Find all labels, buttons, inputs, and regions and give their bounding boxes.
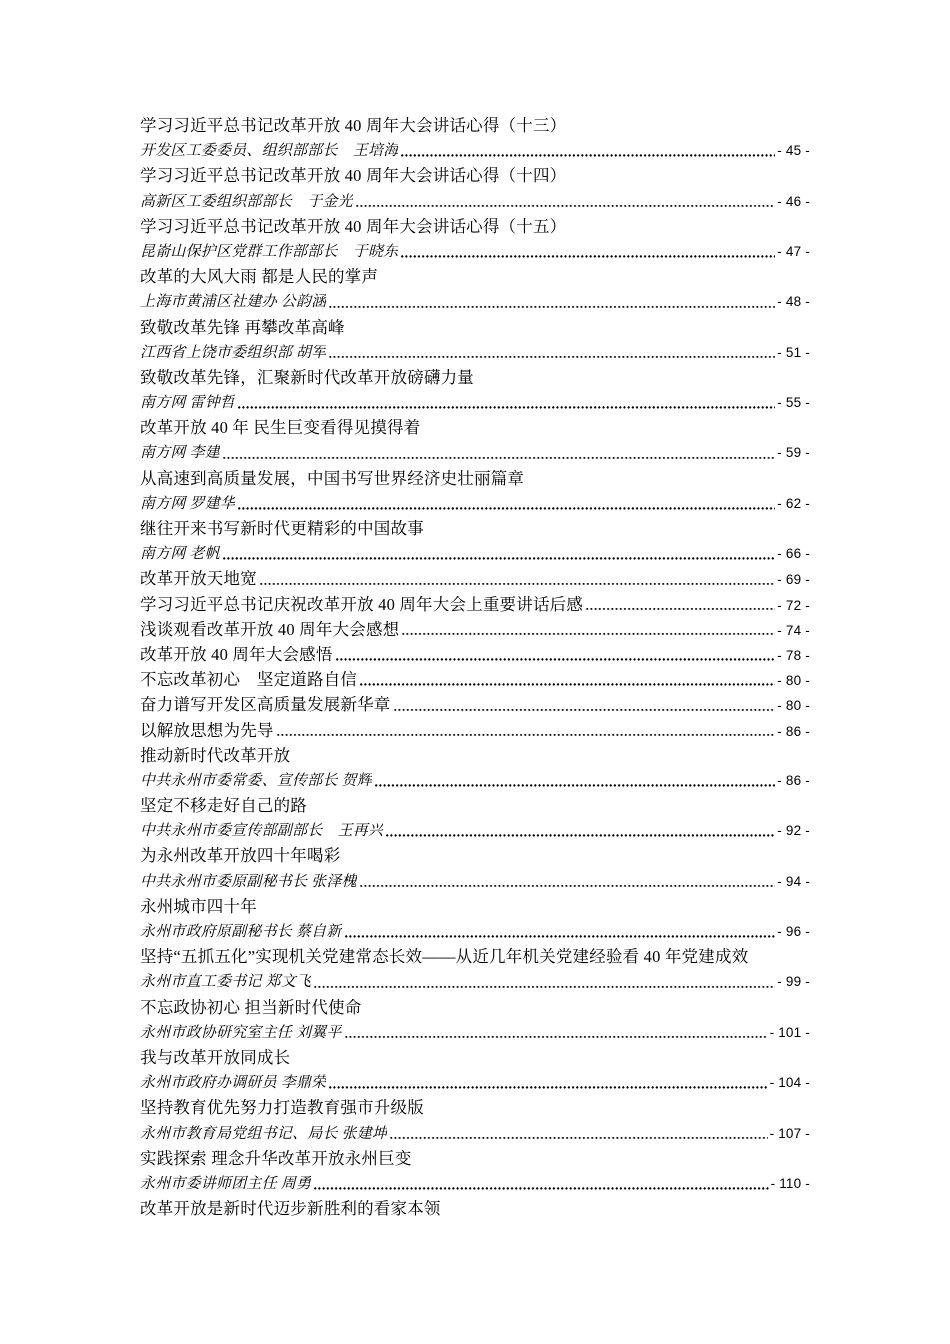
toc-dot-leader [360, 683, 775, 686]
toc-entry[interactable] [140, 667, 810, 692]
toc-page-number: - 110 - [770, 1175, 810, 1191]
toc-page-number: - 86 - [777, 723, 810, 739]
toc-entry[interactable] [140, 995, 810, 1020]
toc-dot-leader [345, 935, 776, 938]
toc-page-number: - 107 - [769, 1125, 810, 1141]
toc-page-number: - 55 - [777, 395, 810, 411]
toc-entry-text: 实践探索 理念升华改革开放永州巨变 [140, 1148, 412, 1168]
toc-entry[interactable] [140, 944, 810, 969]
toc-entry-text: 高新区工委组织部部长 于金光 [140, 193, 353, 210]
toc-entry-text: 中共永州市委常委、宣传部长 贺辉 [140, 772, 372, 789]
toc-entry-text: 学习习近平总书记改革开放 40 周年大会讲话心得（十五） [140, 216, 567, 236]
toc-page-number: - 101 - [769, 1024, 810, 1040]
toc-entry-text: 坚持教育优先努力打造教育强市升级版 [140, 1098, 424, 1118]
toc-dot-leader [223, 557, 775, 560]
toc-page-number: - 51 - [777, 344, 810, 360]
toc-entry[interactable] [140, 440, 810, 465]
toc-entry-text: 中共永州市委原副秘书长 张泽槐 [140, 873, 357, 890]
toc-page-number: - 99 - [777, 974, 810, 990]
toc-entry-text: 我与改革开放同成长 [140, 1047, 291, 1067]
toc-entry-text: 南方网 李建 [140, 445, 220, 462]
toc-entry-text: 浅谈观看改革开放 40 周年大会感想 [140, 619, 400, 639]
toc-page-number: - 46 - [777, 193, 810, 209]
toc-dot-leader [390, 1137, 767, 1140]
toc-entry[interactable] [140, 1146, 810, 1171]
toc-entry-text: 永州市委讲师团主任 周勇 [140, 1175, 312, 1192]
toc-entry[interactable] [140, 264, 810, 289]
toc-page-number: - 72 - [777, 597, 810, 613]
toc-entry-text: 改革开放天地宽 [140, 569, 257, 589]
toc-entry-text: 学习习近平总书记改革开放 40 周年大会讲话心得（十四） [140, 166, 567, 186]
toc-dot-leader [345, 1036, 768, 1039]
toc-page-number: - 80 - [777, 673, 810, 689]
toc-entry-text: 南方网 罗建华 [140, 495, 236, 512]
toc-entry[interactable] [140, 692, 810, 717]
toc-page-number: - 59 - [777, 445, 810, 461]
toc-entry[interactable] [140, 969, 810, 994]
toc-entry-text: 昆嵛山保护区党群工作部部长 于晓东 [140, 243, 399, 260]
toc-entry[interactable] [140, 818, 810, 843]
toc-entry[interactable] [140, 365, 810, 390]
toc-page-number: - 94 - [777, 873, 810, 889]
toc-entry-text: 永州市教育局党组书记、局长 张建坤 [140, 1125, 388, 1142]
toc-page-number: - 74 - [777, 622, 810, 638]
toc-entry[interactable] [140, 340, 810, 365]
toc-entry[interactable] [140, 1121, 810, 1146]
toc-dot-leader [336, 658, 776, 661]
toc-entry-text: 坚定不移走好自己的路 [140, 796, 307, 816]
toc-dot-leader [329, 356, 775, 359]
toc-page-number: - 92 - [777, 823, 810, 839]
toc-entry[interactable] [140, 1196, 810, 1221]
toc-entry[interactable] [140, 516, 810, 541]
toc-entry-text: 开发区工委委员、组织部部长 王培海 [140, 143, 399, 160]
toc-dot-leader [360, 885, 776, 888]
toc-page-number: - 62 - [777, 495, 810, 511]
toc-entry[interactable] [140, 541, 810, 566]
toc-dot-leader [260, 583, 775, 586]
toc-entry[interactable] [140, 214, 810, 239]
toc-entry-text: 永州城市四十年 [140, 896, 257, 916]
toc-dot-leader [401, 255, 775, 258]
toc-entry-text: 改革开放 40 年 民生巨变看得见摸得着 [140, 418, 421, 438]
toc-entry[interactable] [140, 869, 810, 894]
toc-dot-leader [401, 154, 775, 157]
toc-entry[interactable] [140, 1045, 810, 1070]
toc-dot-leader [375, 784, 775, 787]
toc-entry-text: 学习习近平总书记改革开放 40 周年大会讲话心得（十三） [140, 116, 567, 135]
toc-entry[interactable] [140, 743, 810, 768]
toc-entry[interactable] [140, 1070, 810, 1095]
toc-entry[interactable] [140, 466, 810, 491]
toc-entry-text: 改革开放是新时代迈步新胜利的看家本领 [140, 1199, 441, 1219]
toc-entry[interactable] [140, 1020, 810, 1045]
toc-entry-text: 不忘改革初心 坚定道路自信 [140, 670, 358, 690]
toc-entry-text: 永州市政府原副秘书长 蔡自新 [140, 924, 342, 940]
toc-dot-leader [329, 1086, 767, 1089]
toc-dot-leader [277, 734, 776, 737]
toc-entry-text: 上海市黄浦区社建办 公韵涵 [140, 294, 327, 311]
toc-entry-text: 为永州改革开放四十年喝彩 [140, 846, 341, 866]
toc-dot-leader [394, 709, 776, 712]
toc-entry-text: 不忘政协初心 担当新时代使命 [140, 997, 362, 1017]
toc-entry[interactable] [140, 718, 810, 743]
toc-dot-leader [329, 306, 775, 309]
toc-page-number: - 48 - [777, 294, 810, 310]
toc-entry-text: 坚持“五抓五化”实现机关党建常态长效——从近几年机关党建经验看 40 年党建成效 [140, 947, 749, 967]
toc-entry[interactable] [140, 189, 810, 214]
toc-entry[interactable] [140, 894, 810, 919]
toc-page-number: - 104 - [769, 1075, 810, 1091]
toc-dot-leader [356, 205, 775, 208]
toc-entry-text: 改革开放 40 周年大会感悟 [140, 644, 333, 664]
toc-entry[interactable] [140, 491, 810, 516]
toc-page-number: - 96 - [777, 924, 810, 939]
toc-entry-text: 学习习近平总书记庆祝改革开放 40 周年大会上重要讲话后感 [140, 594, 584, 614]
toc-entry[interactable] [140, 617, 810, 642]
toc-entry-text: 永州市直工委书记 郑文飞 [140, 974, 312, 991]
toc-entry-text: 奋力谱写开发区高质量发展新华章 [140, 695, 391, 715]
toc-entry[interactable] [140, 768, 810, 793]
toc-dot-leader [314, 986, 775, 989]
toc-page-number: - 66 - [777, 546, 810, 562]
toc-dot-leader [386, 834, 775, 837]
toc-list [140, 113, 810, 1221]
toc-dot-leader [314, 1187, 768, 1190]
toc-page-number: - 69 - [777, 572, 810, 588]
toc-entry[interactable] [140, 566, 810, 591]
toc-entry[interactable] [140, 592, 810, 617]
toc-dot-leader [586, 608, 775, 611]
toc-page-number: - 86 - [777, 772, 810, 788]
toc-entry[interactable] [140, 1095, 810, 1120]
toc-entry[interactable] [140, 289, 810, 314]
toc-entry-text: 推动新时代改革开放 [140, 745, 291, 765]
toc-entry-text: 改革的大风大雨 都是人民的掌声 [140, 267, 379, 287]
toc-page-number: - 47 - [777, 243, 810, 259]
toc-entry-text: 以解放思想为先导 [140, 720, 274, 740]
toc-entry-text: 南方网 雷钟哲 [140, 395, 236, 412]
toc-entry[interactable] [140, 642, 810, 667]
toc-entry-text: 从高速到高质量发展，中国书写世界经济史壮丽篇章 [140, 468, 525, 488]
toc-entry-text: 继往开来书写新时代更精彩的中国故事 [140, 519, 424, 538]
toc-entry[interactable] [140, 315, 810, 340]
toc-entry[interactable] [140, 239, 810, 264]
toc-page-number: - 80 - [777, 698, 810, 714]
toc-entry[interactable] [140, 919, 810, 944]
toc-page-number: - 45 - [777, 143, 810, 159]
toc-entry-text: 江西省上饶市委组织部 胡军 [140, 344, 327, 361]
toc-entry[interactable] [140, 415, 810, 440]
toc-entry-text: 永州市政协研究室主任 刘翼平 [140, 1024, 342, 1041]
toc-entry[interactable] [140, 390, 810, 415]
toc-entry[interactable] [140, 163, 810, 188]
toc-entry-text: 致敬改革先锋，汇聚新时代改革开放磅礴力量 [140, 367, 474, 387]
toc-entry-text: 永州市政府办调研员 李鼎荣 [140, 1075, 327, 1092]
toc-entry[interactable] [140, 843, 810, 868]
toc-entry[interactable] [140, 793, 810, 818]
toc-dot-leader [238, 507, 775, 510]
toc-entry[interactable] [140, 1171, 810, 1196]
toc-dot-leader [223, 457, 775, 460]
toc-entry[interactable] [140, 138, 810, 163]
toc-dot-leader [238, 406, 775, 409]
toc-entry[interactable] [140, 113, 810, 138]
toc-entry-text: 中共永州市委宣传部副部长 王再兴 [140, 823, 384, 840]
toc-entry-text: 南方网 老帆 [140, 546, 220, 563]
toc-entry-text: 致敬改革先锋 再攀改革高峰 [140, 317, 345, 337]
toc-page-number: - 78 - [777, 647, 810, 663]
toc-dot-leader [402, 633, 775, 636]
